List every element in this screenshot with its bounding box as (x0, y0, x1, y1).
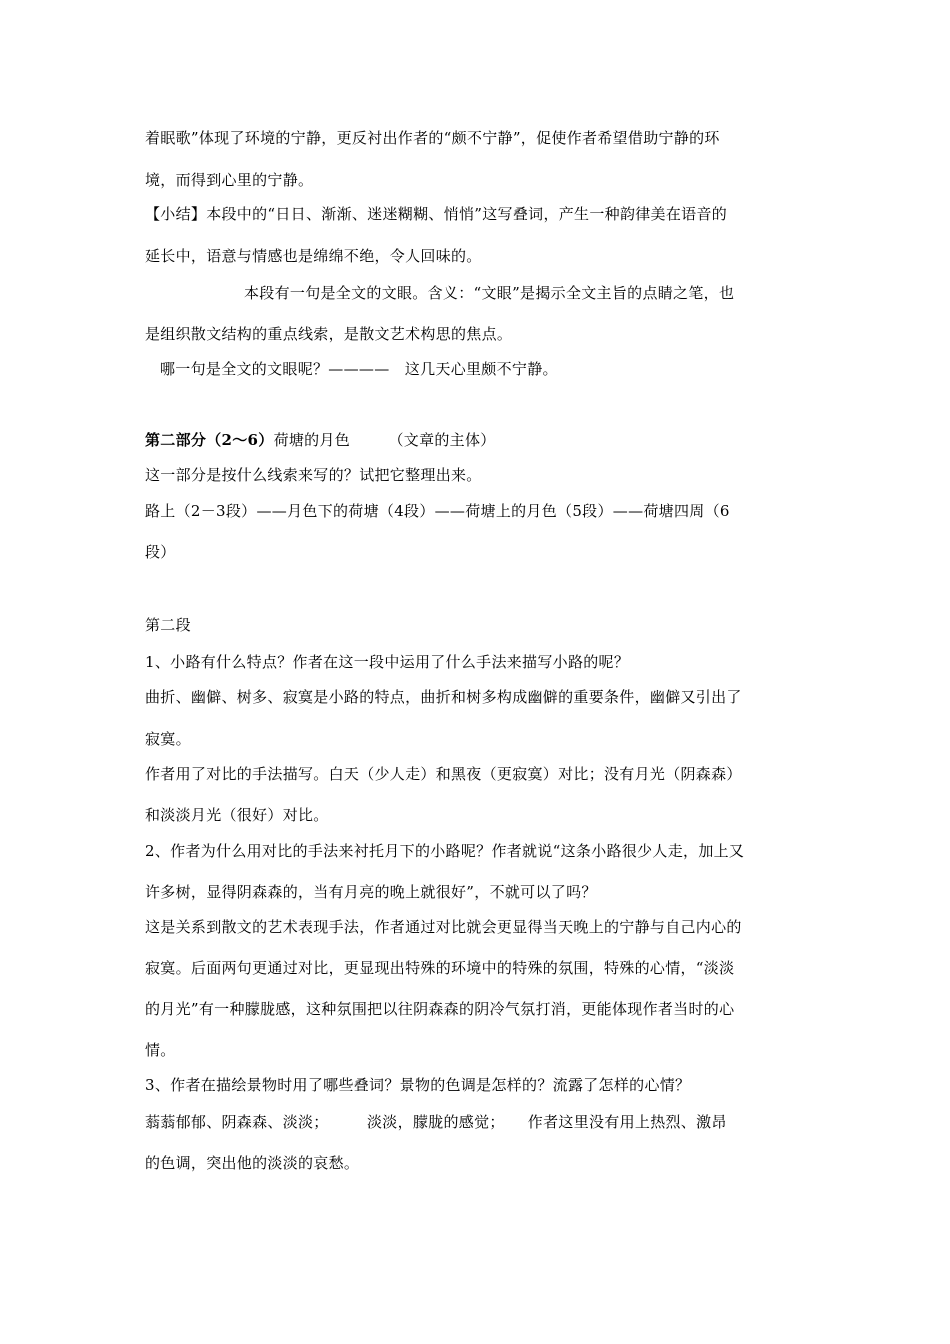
paragraph-line: 作者用了对比的手法描写。白天（少人走）和黑夜（更寂寞）对比；没有月光（阴森森） (145, 765, 742, 783)
question-line: 1、小路有什么特点？作者在这一段中运用了什么手法来描写小路的呢？ (145, 653, 630, 671)
paragraph-line: 寂寞。后面两句更通过对比，更显现出特殊的环境中的特殊的氛围，特殊的心情，“淡淡 (145, 959, 735, 977)
paragraph-line: 境，而得到心里的宁静。 (145, 171, 314, 189)
paragraph-line: 是组织散文结构的重点线索，是散文艺术构思的焦点。 (145, 325, 513, 343)
question-line: 3、作者在描绘景物时用了哪些叠词？景物的色调是怎样的？流露了怎样的心情？ (145, 1076, 691, 1094)
subsection-heading: 第二段 (145, 616, 191, 634)
paragraph-line: 的色调，突出他的淡淡的哀愁。 (145, 1154, 360, 1172)
summary-line: 【小结】本段中的“日日、渐渐、迷迷糊糊、悄悄”这写叠词，产生一种韵律美在语音的 (145, 205, 728, 223)
section-heading-bold: 第二部分（2～6） (145, 431, 274, 449)
section-heading (145, 430, 496, 450)
question-line: 2、作者为什么用对比的手法来衬托月下的小路呢？作者就说“这条小路很少人走，加上又 (145, 842, 745, 860)
paragraph-line: 寂寞。 (145, 730, 191, 748)
paragraph-line: 本段有一句是全文的文眼。含义：“文眼”是揭示全文主旨的点睛之笔，也 (244, 284, 735, 302)
paragraph-line: 延长中，语意与情感也是绵绵不绝，令人回味的。 (145, 247, 482, 265)
paragraph-line: 曲折、幽僻、树多、寂寞是小路的特点，曲折和树多构成幽僻的重要条件，幽僻又引出了 (145, 688, 742, 706)
paragraph-line: 蓊蓊郁郁、阴森森、淡淡； 淡淡，朦胧的感觉； 作者这里没有用上热烈、激昂 (145, 1113, 727, 1131)
question-line: 哪一句是全文的文眼呢？———— 这几天心里颇不宁静。 (160, 360, 558, 378)
paragraph-line: 段） (145, 543, 176, 561)
section-heading-rest: 荷塘的月色 （文章的主体） (273, 431, 496, 449)
paragraph-line: 这是关系到散文的艺术表现手法，作者通过对比就会更显得当天晚上的宁静与自己内心的 (145, 918, 742, 936)
paragraph-line: 着眠歌”体现了环境的宁静，更反衬出作者的“颇不宁静”，促使作者希望借助宁静的环 (145, 129, 720, 147)
question-line: 这一部分是按什么线索来写的？试把它整理出来。 (145, 466, 482, 484)
question-line: 许多树，显得阴森森的，当有月亮的晚上就很好”，不就可以了吗？ (145, 883, 597, 901)
paragraph-line: 的月光”有一种朦胧感，这种氛围把以往阴森森的阴冷气氛打消，更能体现作者当时的心 (145, 1000, 735, 1018)
paragraph-line: 情。 (145, 1041, 176, 1059)
paragraph-line: 路上（2－3段）——月色下的荷塘（4段）——荷塘上的月色（5段）——荷塘四周（6 (145, 502, 730, 520)
paragraph-line: 和淡淡月光（很好）对比。 (145, 806, 329, 824)
